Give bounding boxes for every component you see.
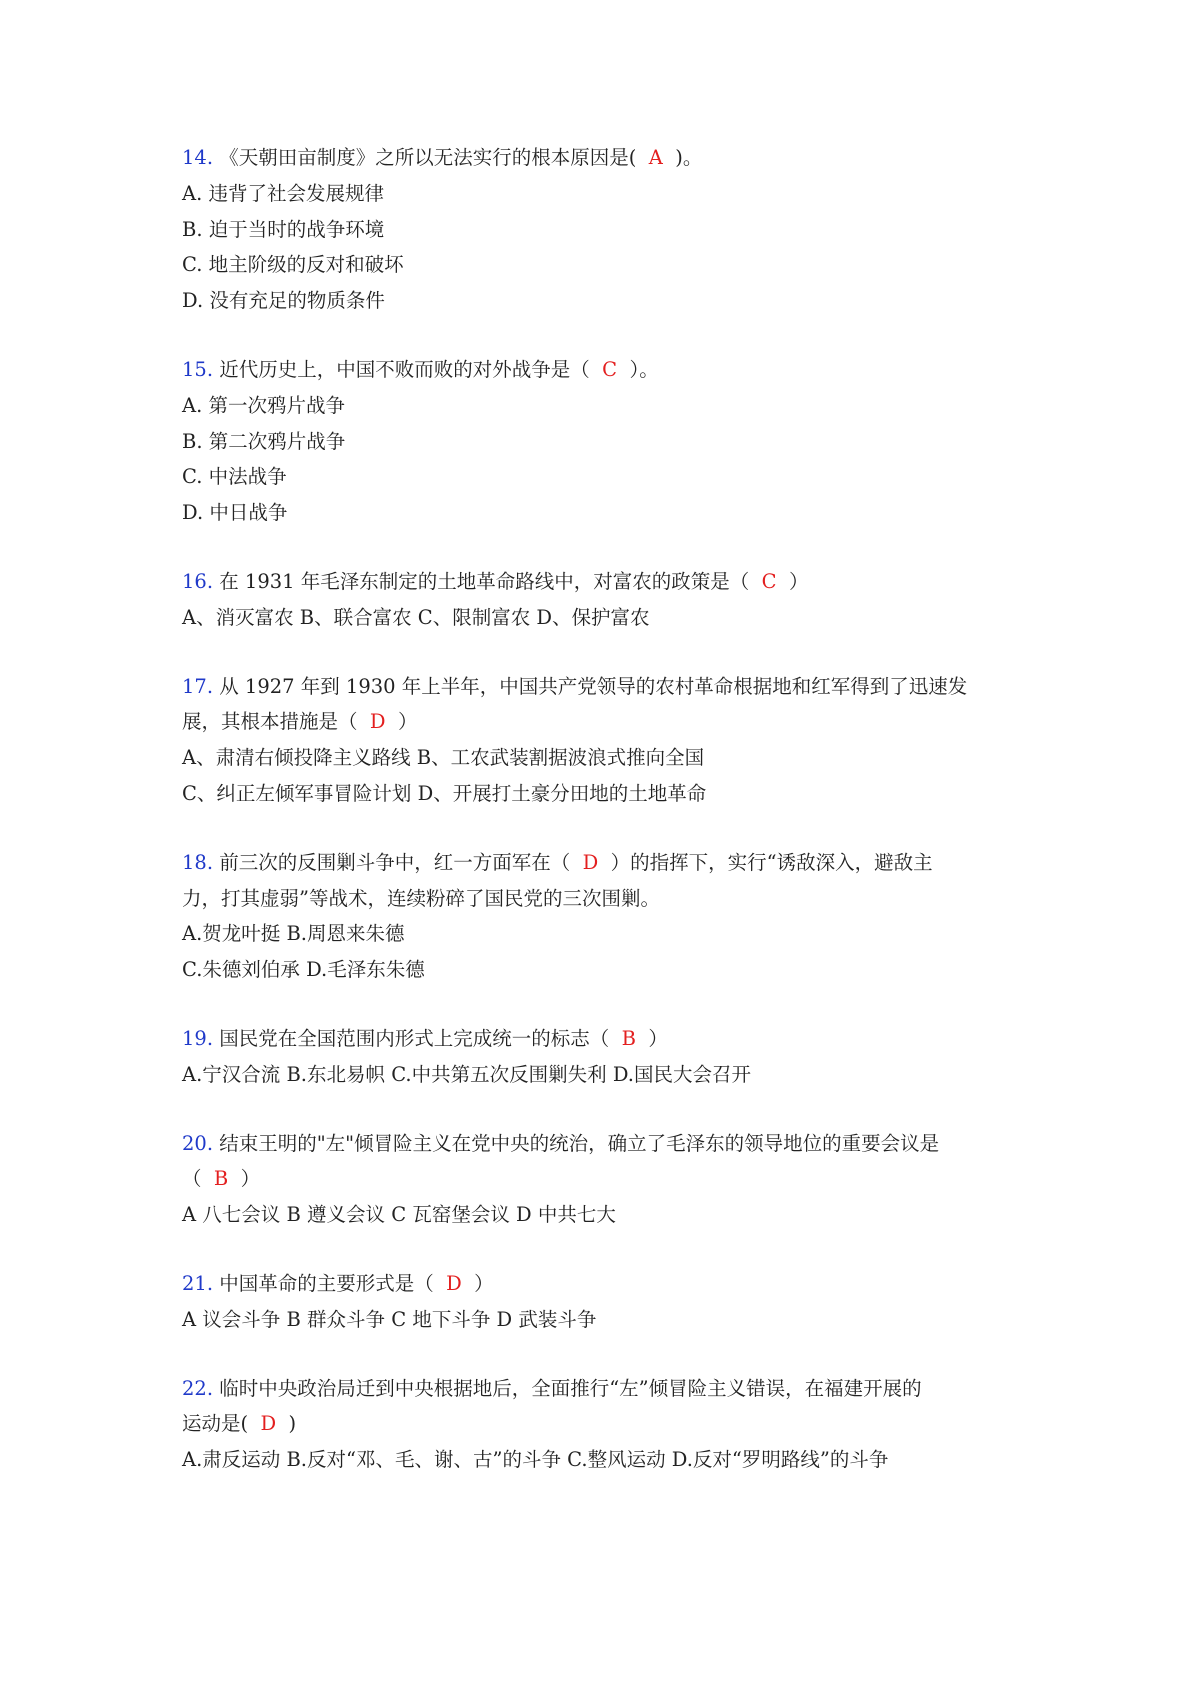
question-block — [182, 845, 1042, 988]
question-text: 运动是( — [182, 1412, 261, 1436]
question-text: 在 1931 年毛泽东制定的土地革命路线中，对富农的政策是（ — [213, 569, 762, 593]
question-stem-line — [182, 669, 1042, 705]
question-text: 展，其根本措施是（ — [182, 710, 370, 734]
question-block — [182, 352, 1042, 531]
option-line: C、纠正左倾军事冒险计划 D、开展打土豪分田地的土地革命 — [182, 781, 707, 805]
option-line: A 议会斗争 B 群众斗争 C 地下斗争 D 武装斗争 — [182, 1307, 597, 1331]
question-stem-line — [182, 564, 1042, 600]
question-stem-line — [182, 704, 1042, 740]
question-text: 国民党在全国范围内形式上完成统一的标志（ — [213, 1026, 622, 1050]
answer-letter: D — [582, 850, 599, 874]
answer-letter: A — [648, 146, 663, 169]
answer-letter: B — [213, 1167, 229, 1191]
option-line: A. 第一次鸦片战争 — [182, 393, 345, 417]
answer-letter: B — [621, 1026, 636, 1050]
question-number: 20. — [182, 1131, 214, 1155]
option-line: C. 中法战争 — [182, 465, 287, 489]
question-text-tail: ）的指挥下，实行“诱敌深入，避敌主 — [598, 850, 933, 874]
question-stem-line — [182, 352, 1042, 388]
question-stem-line — [182, 1266, 1042, 1302]
document-page — [182, 140, 1042, 1511]
question-block — [182, 564, 1042, 636]
question-text-tail: ） — [385, 710, 418, 734]
question-text-tail: ） — [461, 1271, 494, 1295]
option-line: A.肃反运动 B.反对“邓、毛、谢、古”的斗争 C.整风运动 D.反对“罗明路线”的斗争 — [182, 1448, 889, 1472]
answer-letter: C — [602, 357, 618, 381]
question-text-tail: ）。 — [617, 357, 659, 381]
question-stem-line — [182, 1406, 1042, 1442]
question-block — [182, 1021, 1042, 1093]
option-line: A. 违背了社会发展规律 — [182, 181, 384, 205]
question-block — [182, 1126, 1042, 1233]
option-line: C. 地主阶级的反对和破坏 — [182, 253, 404, 277]
option-line: B. 第二次鸦片战争 — [182, 429, 346, 453]
question-text-tail: ） — [228, 1167, 261, 1191]
answer-letter: D — [446, 1271, 462, 1295]
question-text-tail: ） — [776, 569, 809, 593]
option-line: C.朱德刘伯承 D.毛泽东朱德 — [182, 958, 425, 982]
question-stem-line — [182, 1021, 1042, 1057]
question-number: 14. — [182, 146, 214, 169]
question-block — [182, 140, 1042, 319]
question-text-tail: ） — [635, 1026, 668, 1050]
option-line: A、肃清右倾投降主义路线 B、工农武装割据波浪式推向全国 — [182, 746, 705, 770]
question-text: 临时中央政治局迁到中央根据地后，全面推行“左”倾冒险主义错误，在福建开展的 — [213, 1376, 922, 1400]
answer-letter: D — [369, 710, 386, 734]
question-number: 21. — [182, 1271, 214, 1295]
question-text: 前三次的反围剿斗争中，红一方面军在（ — [213, 850, 583, 874]
option-line: A、消灭富农 B、联合富农 C、限制富农 D、保护富农 — [182, 605, 650, 629]
question-block — [182, 1266, 1042, 1338]
question-text: 近代历史上，中国不败而败的对外战争是（ — [213, 357, 603, 381]
question-number: 16. — [182, 569, 214, 593]
question-text: （ — [182, 1167, 214, 1191]
question-text: 从 1927 年到 1930 年上半年，中国共产党领导的农村革命根据地和红军得到了迅速发 — [213, 674, 968, 698]
question-number: 22. — [182, 1376, 214, 1400]
option-line: A.宁汉合流 B.东北易帜 C.中共第五次反围剿失利 D.国民大会召开 — [182, 1062, 751, 1086]
option-line: A 八七会议 B 遵义会议 C 瓦窑堡会议 D 中共七大 — [182, 1203, 616, 1227]
option-line: A.贺龙叶挺 B.周恩来朱德 — [182, 922, 405, 946]
question-text: 力，打其虚弱”等战术，连续粉碎了国民党的三次围剿。 — [182, 886, 660, 910]
question-text-tail: ) — [276, 1412, 297, 1436]
question-text: 结束王明的"左"倾冒险主义在党中央的统治，确立了毛泽东的领导地位的重要会议是 — [213, 1131, 940, 1155]
answer-letter: D — [260, 1412, 277, 1436]
question-stem-line — [182, 845, 1042, 881]
option-line: B. 迫于当时的战争环境 — [182, 217, 385, 241]
question-stem-line — [182, 881, 1042, 917]
question-number: 18. — [182, 850, 214, 874]
question-text: 《天朝田亩制度》之所以无法实行的根本原因是( — [213, 146, 649, 169]
question-block — [182, 1371, 1042, 1478]
question-number: 19. — [182, 1026, 214, 1050]
question-stem-line — [182, 1126, 1042, 1162]
question-number: 17. — [182, 674, 214, 698]
option-line: D. 中日战争 — [182, 501, 288, 525]
question-block — [182, 669, 1042, 812]
question-stem-line — [182, 1161, 1042, 1197]
question-stem-line — [182, 1371, 1042, 1407]
question-number: 15. — [182, 357, 214, 381]
question-stem-line — [182, 140, 1042, 176]
question-text-tail: )。 — [662, 146, 703, 169]
question-text: 中国革命的主要形式是（ — [213, 1271, 447, 1295]
option-line: D. 没有充足的物质条件 — [182, 289, 385, 313]
answer-letter: C — [761, 569, 777, 593]
